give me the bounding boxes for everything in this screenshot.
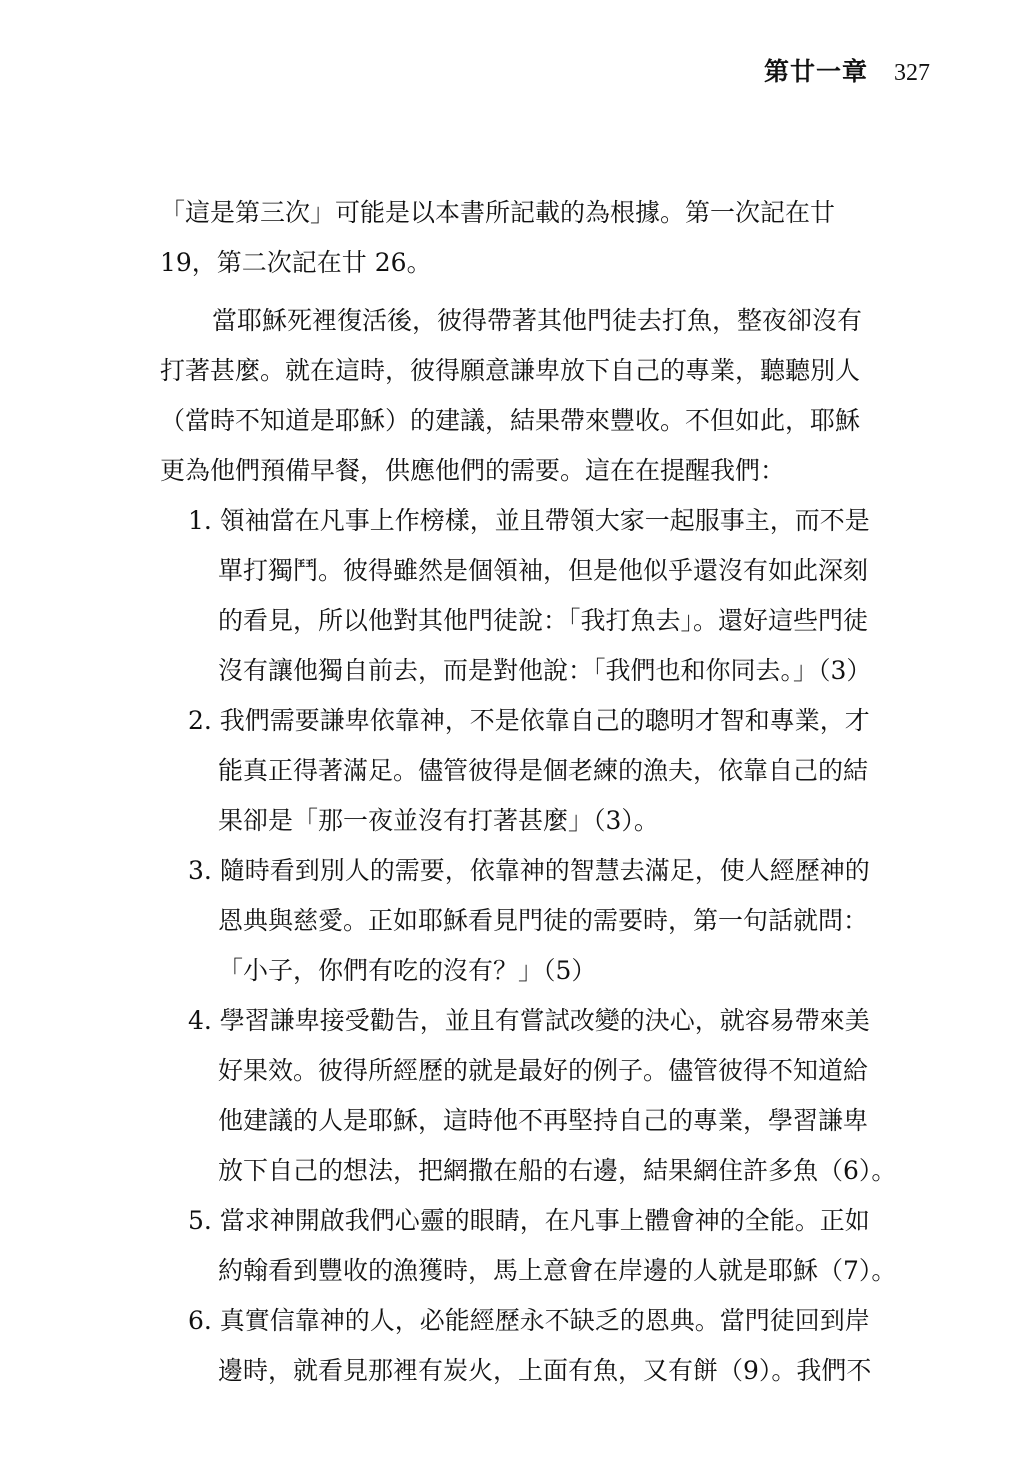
list-item-line: 恩典與慈愛。正如耶穌看見門徒的需要時，第一句話就問：: [218, 906, 869, 935]
list-item-6: [160, 1296, 910, 1396]
paragraph-line: 更為他們預備早餐，供應他們的需要。這在在提醒我們：: [160, 456, 786, 485]
list-item-line: 好果效。彼得所經歷的就是最好的例子。儘管彼得不知道給: [218, 1056, 869, 1085]
list-item-line: 約翰看到豐收的漁獲時，馬上意會在岸邊的人就是耶穌（7）。: [218, 1256, 897, 1285]
list-item-line: 5. 當求神開啟我們心靈的眼睛，在凡事上體會神的全能。正如: [188, 1206, 870, 1235]
list-item-line: 果卻是「那一夜並沒有打著甚麼」（3）。: [218, 806, 659, 835]
intro-line: 「這是第三次」可能是以本書所記載的為根據。第一次記在廿: [160, 198, 836, 227]
list-item-line: 2. 我們需要謙卑依靠神，不是依靠自己的聰明才智和專業，才: [188, 706, 870, 735]
list-item-line: 他建議的人是耶穌，這時他不再堅持自己的專業，學習謙卑: [218, 1106, 869, 1135]
list-item-line: 放下自己的想法，把網撒在船的右邊，結果網住許多魚（6）。: [218, 1156, 897, 1185]
list-item-line: 能真正得著滿足。儘管彼得是個老練的漁夫，依靠自己的結: [218, 756, 869, 785]
list-item-line: 3. 隨時看到別人的需要，依靠神的智慧去滿足，使人經歷神的: [188, 856, 870, 885]
paragraph-line: 當耶穌死裡復活後，彼得帶著其他門徒去打魚，整夜卻沒有: [212, 306, 863, 335]
list-item-line: 4. 學習謙卑接受勸告，並且有嘗試改變的決心，就容易帶來美: [188, 1006, 870, 1035]
list-item-2: [160, 696, 910, 846]
numbered-list: [160, 496, 910, 1396]
list-item-1: [160, 496, 910, 696]
paragraph-line: （當時不知道是耶穌）的建議，結果帶來豐收。不但如此，耶穌: [160, 406, 861, 435]
list-item-line: 邊時，就看見那裡有炭火，上面有魚，又有餅（9）。我們不: [218, 1356, 872, 1385]
page-body: [160, 188, 910, 1396]
list-item-5: [160, 1196, 910, 1296]
list-item-line: 單打獨鬥。彼得雖然是個領袖，但是他似乎還沒有如此深刻: [218, 556, 869, 585]
chapter-title: 第廿一章: [763, 57, 868, 86]
list-item-3: [160, 846, 910, 996]
main-paragraph: [160, 296, 910, 496]
list-item-line: 6. 真實信靠神的人，必能經歷永不缺乏的恩典。當門徒回到岸: [188, 1306, 870, 1335]
page-number: 327: [894, 60, 930, 86]
list-item-line: 的看見，所以他對其他門徒說：「我打魚去」。還好這些門徒: [218, 606, 869, 635]
list-item-line: 沒有讓他獨自前去，而是對他說：「我們也和你同去。」（3）: [218, 656, 872, 685]
paragraph-line: 打著甚麼。就在這時，彼得願意謙卑放下自己的專業，聽聽別人: [160, 356, 861, 385]
list-item-line: 1. 領袖當在凡事上作榜樣，並且帶領大家一起服事主，而不是: [188, 506, 870, 535]
list-item-4: [160, 996, 910, 1196]
list-item-line: 「小子，你們有吃的沒有？」（5）: [218, 956, 597, 985]
page-header: [764, 52, 930, 88]
intro-paragraph: [160, 188, 910, 288]
spacer: [160, 288, 910, 296]
intro-line: 19，第二次記在廿 26。: [160, 248, 432, 277]
